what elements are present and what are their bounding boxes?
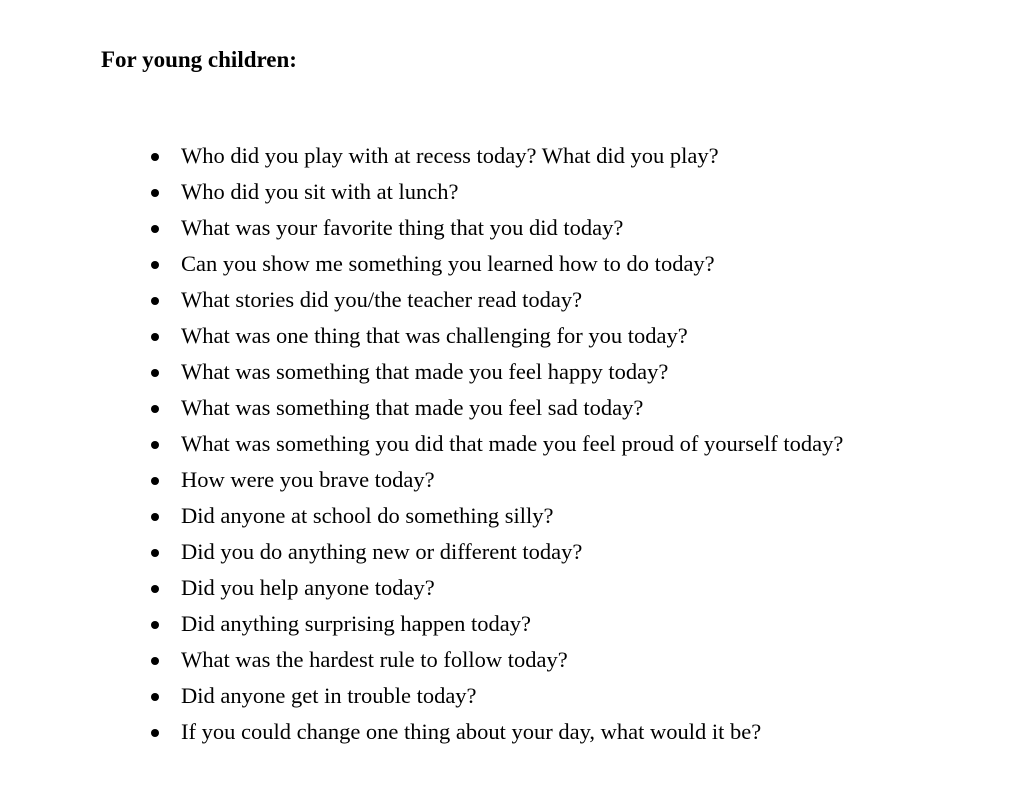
bullet-icon xyxy=(151,693,159,701)
bullet-icon xyxy=(151,621,159,629)
bullet-icon xyxy=(151,297,159,305)
question-text: What was something that made you feel happy today? xyxy=(181,359,669,384)
question-text: Who did you play with at recess today? What did you play? xyxy=(181,143,719,168)
bullet-icon xyxy=(151,369,159,377)
question-text: What was something that made you feel sad today? xyxy=(181,395,644,420)
bullet-icon xyxy=(151,261,159,269)
question-text: Who did you sit with at lunch? xyxy=(181,179,459,204)
question-text: Did anything surprising happen today? xyxy=(181,611,531,636)
question-text: What stories did you/the teacher read today? xyxy=(181,287,583,312)
bullet-icon xyxy=(151,225,159,233)
section-heading: For young children: xyxy=(101,47,297,72)
question-text: If you could change one thing about your day, what would it be? xyxy=(181,719,762,744)
bullet-icon xyxy=(151,153,159,161)
bullet-icon xyxy=(151,333,159,341)
question-text: Can you show me something you learned how to do today? xyxy=(181,251,715,276)
bullet-icon xyxy=(151,189,159,197)
question-text: Did you help anyone today? xyxy=(181,575,435,600)
question-text: How were you brave today? xyxy=(181,467,435,492)
question-text: What was the hardest rule to follow today? xyxy=(181,647,568,672)
bullet-icon xyxy=(151,405,159,413)
bullet-icon xyxy=(151,585,159,593)
bullet-icon xyxy=(151,657,159,665)
bullet-icon xyxy=(151,729,159,737)
question-text: What was one thing that was challenging for you today? xyxy=(181,323,688,348)
question-text: What was your favorite thing that you did today? xyxy=(181,215,624,240)
question-text: Did anyone at school do something silly? xyxy=(181,503,554,528)
question-text: Did anyone get in trouble today? xyxy=(181,683,477,708)
question-text: Did you do anything new or different today? xyxy=(181,539,583,564)
bullet-icon xyxy=(151,549,159,557)
bullet-icon xyxy=(151,441,159,449)
bullet-icon xyxy=(151,513,159,521)
question-text: What was something you did that made you feel proud of yourself today? xyxy=(181,431,844,456)
bullet-icon xyxy=(151,477,159,485)
